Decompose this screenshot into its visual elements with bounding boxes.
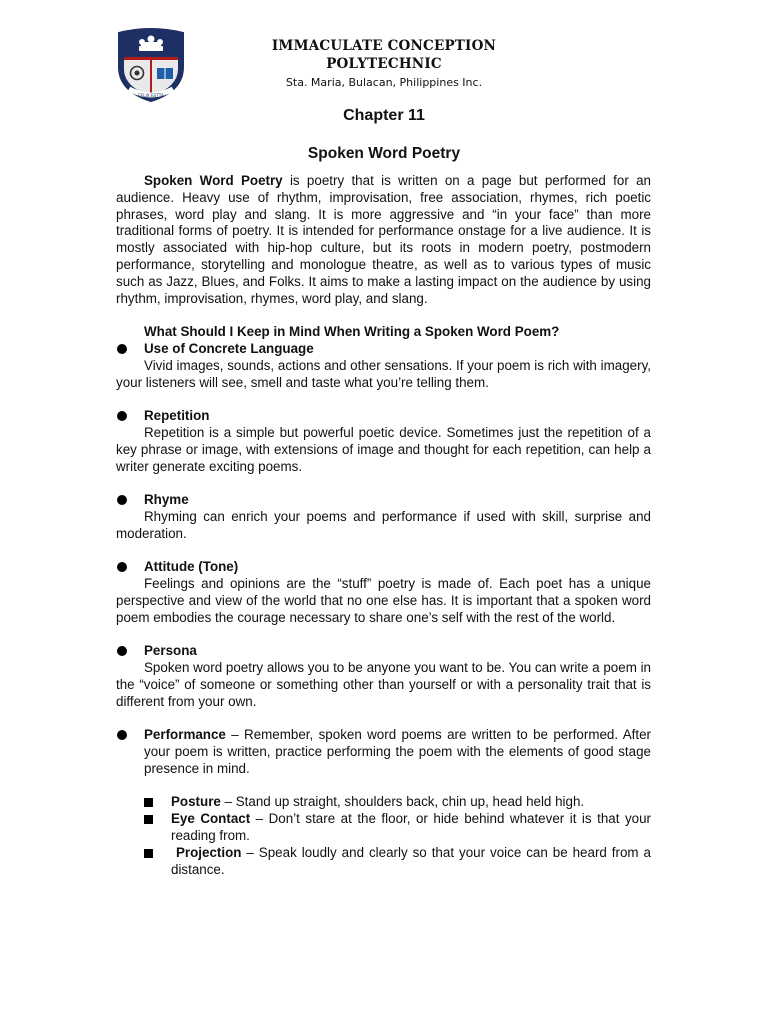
page-title: Spoken Word Poetry	[307, 145, 461, 162]
performance-subitem	[116, 794, 651, 811]
intro-term: Spoken Word Poetry	[144, 173, 283, 188]
bullet-icon	[117, 562, 127, 572]
subitem-text: – Don’t stare at the floor, or hide behind whatever it is that your reading from.	[171, 811, 651, 844]
bullet-icon	[117, 344, 127, 354]
subitem-heading: Eye Contact	[171, 811, 251, 827]
tip-heading: Use of Concrete Language	[144, 340, 314, 356]
square-bullet-icon	[144, 798, 153, 807]
tip-item	[116, 492, 651, 509]
school-name-line2: POLYTECHNIC	[326, 56, 442, 72]
school-address: Sta. Maria, Bulacan, Philippines Inc.	[285, 76, 483, 89]
school-seal-logo	[115, 27, 187, 103]
subitem-text: – Speak loudly and clearly so that your voice can be heard from a distance.	[171, 844, 651, 877]
logo-motto-text: FELIX ESTTA	[138, 93, 164, 98]
performance-heading: Performance	[144, 727, 226, 743]
bullet-icon	[117, 646, 127, 656]
school-name-line1: IMMACULATE CONCEPTION	[271, 38, 497, 54]
performance-subitem	[116, 811, 651, 845]
subitem-heading: Projection	[175, 844, 242, 860]
document-body	[116, 173, 651, 878]
intro-text: is poetry that is written on a page but performed for an audience. Heavy use of rhythm, improvisation, free association, rhymes, rich poetic phrases, word play and slang. It is more aggressive and “in your face” than more traditional forms of poetry. It is intended for performance onstage for a live audience. It is mostly associated with hip-hop culture, but its roots in modern poetry, postmodern performance, storytelling and monologue theatre, as well as to various types of music such as Jazz, Blues, and Folks. It aims to make a lasting impact on the audience by using rhythm, improvisation, rhymes, word play, and slang.	[116, 173, 651, 306]
tip-text: Rhyming can enrich your poems and performance if used with skill, surprise and moderation.	[116, 508, 651, 541]
tip-item	[116, 643, 651, 660]
tip-item	[116, 341, 651, 358]
performance-subitem	[116, 845, 651, 879]
tip-text: Repetition is a simple but powerful poetic device. Sometimes just the repetition of a key phrase or image, with extensions of image and thought for each repetition, can help a writer generate exciting poems.	[116, 424, 651, 474]
tip-text: Feelings and opinions are the “stuff” poetry is made of. Each poet has a unique perspective and view of the world that no one else has. It is important that a spoken word poem embodies the courage necessary to share one’s self with the rest of the world.	[116, 576, 651, 625]
chapter-heading: Chapter 11	[343, 107, 425, 124]
tip-heading: Attitude (Tone)	[144, 559, 239, 575]
square-bullet-icon	[144, 815, 153, 824]
performance-text: – Remember, spoken word poems are written to be performed. After your poem is written, practice performing the poem with the elements of good stage presence in mind.	[144, 727, 651, 776]
square-bullet-icon	[144, 849, 153, 858]
tip-heading: Repetition	[144, 408, 210, 424]
tip-item	[116, 559, 651, 576]
tip-heading: Rhyme	[144, 492, 189, 508]
bullet-icon	[117, 411, 127, 421]
guide-question: What Should I Keep in Mind When Writing a Spoken Word Poem?	[144, 324, 560, 340]
bullet-icon	[117, 730, 127, 740]
intro-paragraph	[116, 173, 651, 307]
tip-item	[116, 408, 651, 425]
tip-text: Spoken word poetry allows you to be anyone you want to be. You can write a poem in the “voice” of someone or something other than yourself or with a personality trait that is different from your own.	[116, 660, 651, 709]
bullet-icon	[117, 495, 127, 505]
tip-heading: Persona	[144, 643, 197, 659]
subitem-text: – Stand up straight, shoulders back, chin up, head held high.	[220, 794, 585, 810]
performance-item	[116, 727, 651, 777]
subitem-heading: Posture	[171, 794, 221, 810]
tip-text: Vivid images, sounds, actions and other sensations. If your poem is rich with imagery, your listeners will see, smell and taste what you’re telling them.	[116, 357, 651, 390]
